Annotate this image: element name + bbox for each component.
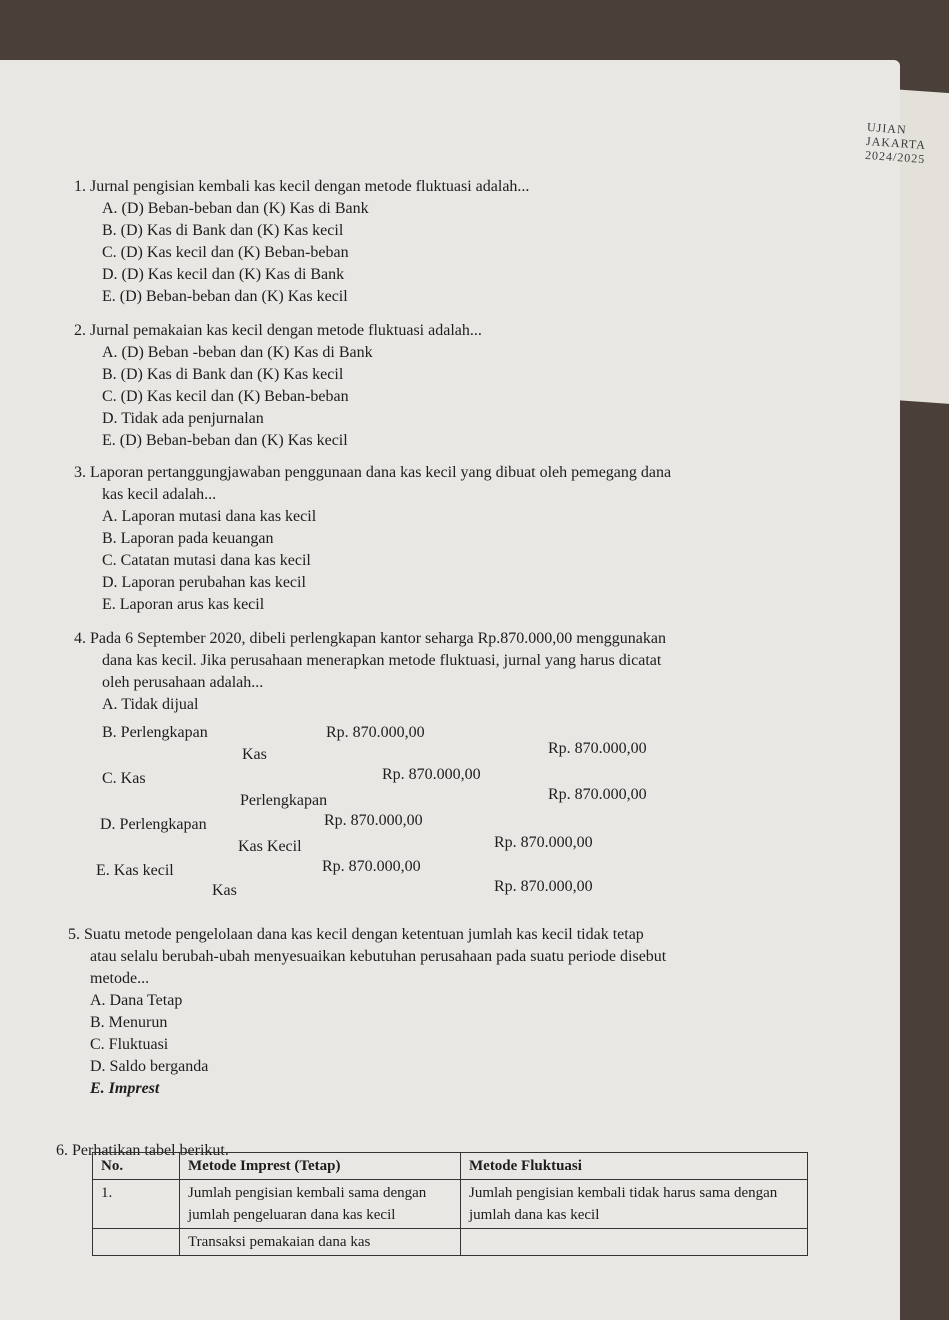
question-text: atau selalu berubah-ubah menyesuaikan kebutuhan perusahaan pada suatu periode disebut: [90, 948, 667, 965]
option[interactable]: E. Imprest: [90, 1080, 160, 1097]
option[interactable]: D. Tidak ada penjurnalan: [102, 410, 264, 427]
question-text: oleh perusahaan adalah...: [102, 674, 264, 691]
option-debit[interactable]: E. Kas kecil: [96, 862, 174, 879]
header-line: UJIAN: [866, 119, 908, 137]
debit-amount: Rp. 870.000,00: [326, 724, 425, 741]
question-2: [74, 320, 482, 452]
option[interactable]: B. Laporan pada keuangan: [102, 530, 274, 547]
question-text: kas kecil adalah...: [102, 486, 217, 503]
header-line: 2024/2025: [864, 147, 926, 167]
option[interactable]: C. (D) Kas kecil dan (K) Beban-beban: [102, 388, 349, 405]
option[interactable]: E. (D) Beban-beban dan (K) Kas kecil: [102, 432, 348, 449]
question-number: 6.: [56, 1142, 68, 1159]
table-cell: 1.: [93, 1180, 180, 1229]
option[interactable]: C. (D) Kas kecil dan (K) Beban-beban: [102, 244, 349, 261]
debit-amount: Rp. 870.000,00: [382, 766, 481, 783]
question-text: dana kas kecil. Jika perusahaan menerapkan metode fluktuasi, jurnal yang harus dicatat: [102, 652, 662, 669]
question-5: [68, 924, 666, 1100]
option[interactable]: B. Menurun: [90, 1014, 168, 1031]
question-number: 4.: [74, 630, 86, 647]
option[interactable]: B. (D) Kas di Bank dan (K) Kas kecil: [102, 366, 344, 383]
option[interactable]: A. Dana Tetap: [90, 992, 183, 1009]
question-number: 3.: [74, 464, 86, 481]
table-header: No.: [93, 1153, 180, 1180]
table-cell: Transaksi pemakaian dana kas: [180, 1229, 461, 1256]
table-cell: [93, 1229, 180, 1256]
option[interactable]: A. Tidak dijual: [102, 696, 199, 713]
option[interactable]: B. (D) Kas di Bank dan (K) Kas kecil: [102, 222, 344, 239]
option[interactable]: A. (D) Beban -beban dan (K) Kas di Bank: [102, 344, 373, 361]
question-4: [74, 628, 666, 716]
credit-account: Perlengkapan: [240, 792, 328, 809]
question-number: 5.: [68, 926, 80, 943]
table-cell: Jumlah pengisian kembali sama dengan jumlah pengeluaran dana kas kecil: [180, 1180, 461, 1229]
exam-header: [865, 120, 928, 166]
debit-amount: Rp. 870.000,00: [324, 812, 423, 829]
option-debit[interactable]: B. Perlengkapan: [102, 724, 208, 741]
question-text: Pada 6 September 2020, dibeli perlengkapan kantor seharga Rp.870.000,00 menggunakan: [90, 630, 667, 647]
option[interactable]: D. (D) Kas kecil dan (K) Kas di Bank: [102, 266, 345, 283]
option[interactable]: E. Laporan arus kas kecil: [102, 596, 265, 613]
table-cell: [461, 1229, 808, 1256]
option[interactable]: A. Laporan mutasi dana kas kecil: [102, 508, 317, 525]
table-header: Metode Fluktuasi: [461, 1153, 808, 1180]
option[interactable]: E. (D) Beban-beban dan (K) Kas kecil: [102, 288, 348, 305]
table-row: [93, 1229, 808, 1256]
table-cell: Jumlah pengisian kembali tidak harus sama dengan jumlah dana kas kecil: [461, 1180, 808, 1229]
question-text: Jurnal pengisian kembali kas kecil dengan metode fluktuasi adalah...: [90, 178, 530, 195]
table-header: Metode Imprest (Tetap): [180, 1153, 461, 1180]
option[interactable]: A. (D) Beban-beban dan (K) Kas di Bank: [102, 200, 369, 217]
credit-amount: Rp. 870.000,00: [494, 834, 593, 851]
credit-account: Kas Kecil: [238, 838, 302, 855]
table-row: [93, 1180, 808, 1229]
table-header-row: [93, 1153, 808, 1180]
option[interactable]: C. Catatan mutasi dana kas kecil: [102, 552, 311, 569]
header-line: JAKARTA: [865, 133, 927, 153]
question-number: 1.: [74, 178, 86, 195]
question-text: Jurnal pemakaian kas kecil dengan metode fluktuasi adalah...: [90, 322, 482, 339]
option[interactable]: C. Fluktuasi: [90, 1036, 169, 1053]
credit-amount: Rp. 870.000,00: [548, 786, 647, 803]
option-debit[interactable]: D. Perlengkapan: [100, 816, 207, 833]
question-text: Laporan pertanggungjawaban penggunaan dana kas kecil yang dibuat oleh pemegang dana: [90, 464, 672, 481]
option[interactable]: D. Saldo berganda: [90, 1058, 209, 1075]
option-debit[interactable]: C. Kas: [102, 770, 146, 787]
credit-amount: Rp. 870.000,00: [548, 740, 647, 757]
question-text: metode...: [90, 970, 150, 987]
comparison-table: [92, 1152, 808, 1256]
credit-amount: Rp. 870.000,00: [494, 878, 593, 895]
question-text: Perhatikan tabel berikut.: [72, 1142, 229, 1159]
question-1: [74, 176, 529, 308]
debit-amount: Rp. 870.000,00: [322, 858, 421, 875]
question-text: Suatu metode pengelolaan dana kas kecil dengan ketentuan jumlah kas kecil tidak tetap: [84, 926, 644, 943]
credit-account: Kas: [212, 882, 237, 899]
option[interactable]: D. Laporan perubahan kas kecil: [102, 574, 306, 591]
question-3: [74, 462, 671, 616]
question-number: 2.: [74, 322, 86, 339]
credit-account: Kas: [242, 746, 267, 763]
